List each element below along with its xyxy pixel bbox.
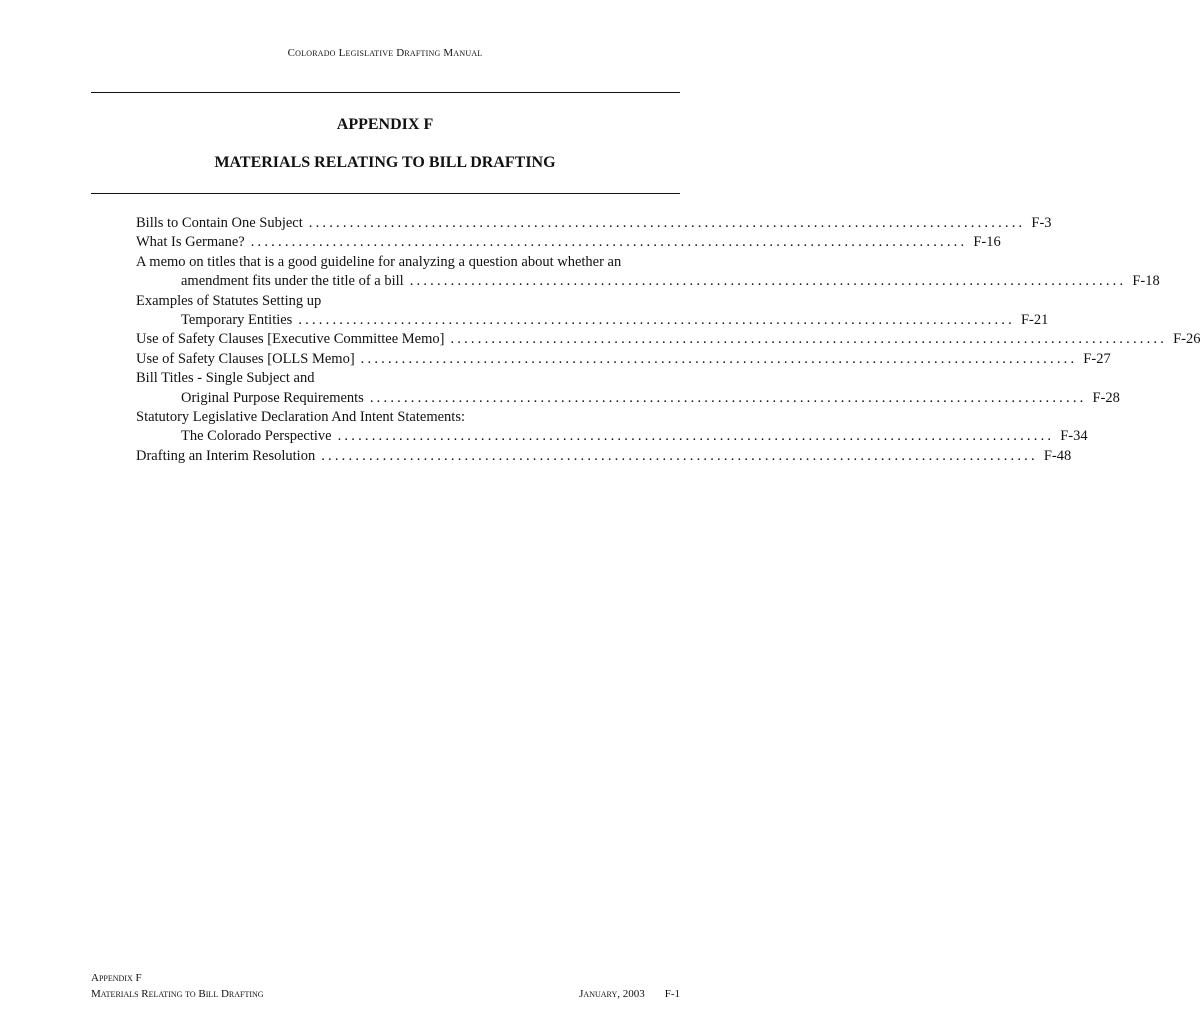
toc-entry-title: Temporary Entities (181, 311, 293, 328)
toc-entry-title: Bill Titles - Single Subject and (136, 370, 315, 387)
toc-leader-dots: ......................................................................................................... (409, 273, 1127, 290)
toc-entry-title: Use of Safety Clauses [OLLS Memo] (136, 350, 355, 367)
footer-left (91, 970, 264, 1002)
toc-entry (136, 311, 1049, 330)
toc-entry-title: Examples of Statutes Setting up (136, 292, 322, 309)
page-number: F-1 (664, 988, 680, 1000)
toc-entry-title: Bills to Contain One Subject (136, 215, 303, 231)
appendix-label: APPENDIX F (336, 116, 434, 133)
toc-entry-title: Drafting an Interim Resolution (136, 447, 316, 464)
toc-leader-dots: ......................................................................................................... (308, 215, 1026, 231)
footer-appendix-label: Appendix F (91, 972, 142, 984)
toc-leader-dots: ......................................................................................................... (298, 311, 1015, 328)
toc-entry-page: F-16 (973, 234, 1001, 251)
toc-entry-page: F-48 (1043, 447, 1072, 464)
toc-entry-page: F-26 (1173, 331, 1200, 348)
appendix-title: MATERIALS RELATING TO BILL DRAFTING (214, 154, 556, 171)
toc-entry (136, 408, 680, 427)
toc-entry-page: F-3 (1031, 215, 1052, 231)
toc-entry-title: What Is Germane? (136, 234, 245, 251)
toc-leader-dots: ......................................................................................................... (360, 350, 1078, 367)
toc-leader-dots: ......................................................................................................... (337, 428, 1055, 445)
toc-entry-title: Statutory Legislative Declaration And Intent Statements: (136, 408, 465, 425)
toc-entry (136, 253, 680, 272)
toc-entry (136, 350, 1111, 369)
toc-entry (136, 427, 1088, 446)
toc-entry (136, 214, 1052, 233)
toc-entry-title: amendment fits under the title of a bill (181, 273, 404, 290)
toc-entry-title: Use of Safety Clauses [Executive Committee Memo] (136, 331, 445, 348)
top-rule (91, 92, 680, 93)
running-header: Colorado Legislative Drafting Manual (287, 47, 483, 59)
toc-entry (136, 292, 680, 311)
toc-entry (136, 447, 1072, 466)
toc-leader-dots: ......................................................................................................... (321, 447, 1038, 464)
toc-entry-page: F-18 (1132, 273, 1160, 290)
toc-leader-dots: ......................................................................................................... (250, 234, 968, 251)
toc-entry-title: The Colorado Perspective (181, 428, 332, 445)
toc-entry-page: F-28 (1092, 389, 1120, 406)
toc-entry (136, 272, 1160, 291)
table-of-contents (136, 214, 1200, 466)
footer-right (579, 986, 680, 1002)
toc-entry (136, 330, 1200, 349)
toc-entry-title: Original Purpose Requirements (181, 389, 364, 406)
toc-entry (136, 389, 1120, 408)
toc-entry (136, 233, 1001, 252)
toc-leader-dots: ......................................................................................................... (369, 389, 1087, 406)
footer-appendix-title: Materials Relating to Bill Drafting (91, 988, 264, 1000)
toc-entry-page: F-21 (1020, 311, 1049, 328)
toc-entry (136, 369, 680, 388)
toc-entry-page: F-27 (1083, 350, 1111, 367)
footer-date: January, 2003 (579, 988, 645, 1000)
toc-leader-dots: ......................................................................................................... (450, 331, 1168, 348)
bottom-rule (91, 193, 680, 194)
toc-entry-title: A memo on titles that is a good guideline for analyzing a question about whether an (136, 253, 622, 270)
toc-entry-page: F-34 (1060, 428, 1088, 445)
